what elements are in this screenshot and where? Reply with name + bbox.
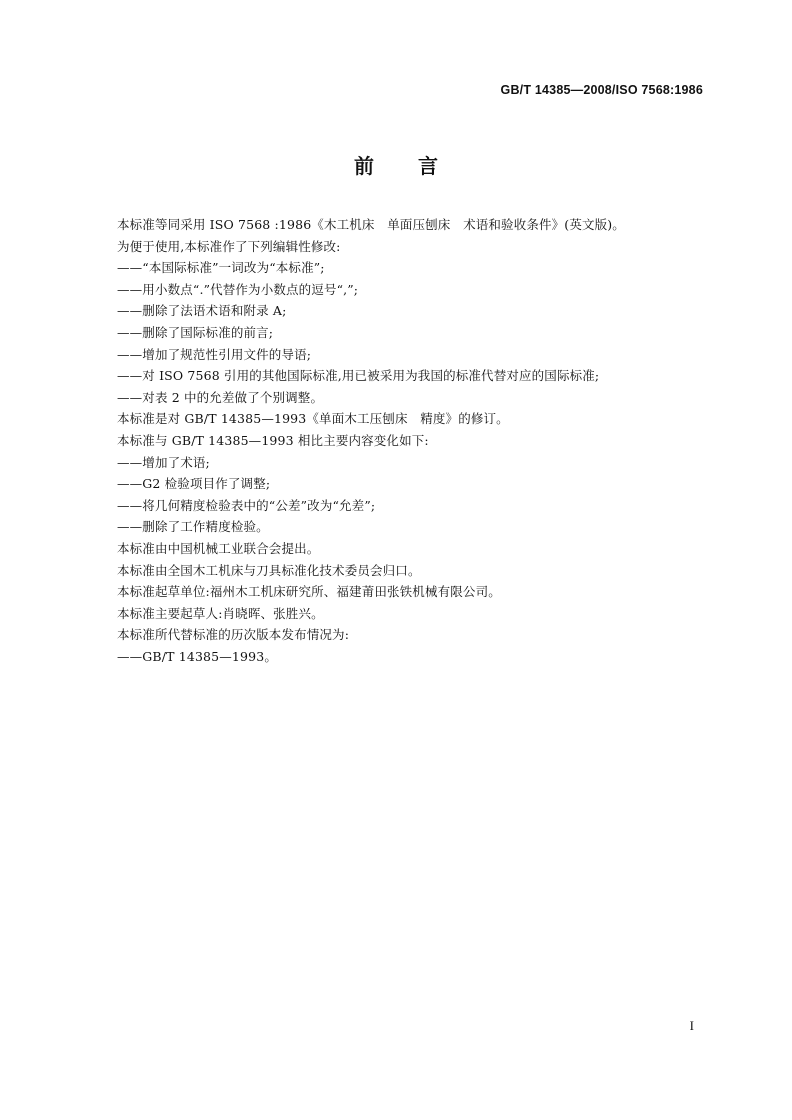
- preface-line: 本标准与 GB/T 14385—1993 相比主要内容变化如下:: [117, 432, 429, 448]
- page-number: I: [689, 1018, 694, 1033]
- preface-line: ——用小数点“.”代替作为小数点的逗号“,”;: [117, 281, 359, 297]
- preface-line: ——增加了规范性引用文件的导语;: [117, 346, 312, 362]
- preface-line: 本标准起草单位:福州木工机床研究所、福建莆田张铁机械有限公司。: [117, 584, 501, 600]
- preface-line: ——删除了工作精度检验。: [117, 519, 269, 535]
- preface-line: 本标准是对 GB/T 14385—1993《单面木工压刨床 精度》的修订。: [117, 411, 509, 427]
- preface-line: ——删除了国际标准的前言;: [117, 324, 274, 340]
- preface-line: 本标准由中国机械工业联合会提出。: [117, 540, 320, 556]
- preface-line: 为便于使用,本标准作了下列编辑性修改:: [117, 238, 341, 254]
- page-title-part1: 前: [354, 154, 374, 178]
- preface-line: ——将几何精度检验表中的“公差”改为“允差”;: [117, 497, 376, 513]
- preface-line: 本标准主要起草人:肖晓晖、张胜兴。: [117, 605, 324, 621]
- preface-line: ——删除了法语术语和附录 A;: [117, 303, 287, 319]
- preface-line: 本标准所代替标准的历次版本发布情况为:: [117, 627, 350, 643]
- preface-line: 本标准由全国木工机床与刀具标准化技术委员会归口。: [117, 562, 421, 578]
- preface-line: ——G2 检验项目作了调整;: [117, 476, 271, 492]
- preface-line: 本标准等同采用 ISO 7568 :1986《木工机床 单面压刨床 术语和验收条件》(英文版)。: [117, 217, 625, 232]
- preface-line: ——“本国际标准”一词改为“本标准”;: [117, 260, 325, 276]
- preface-line: ——对表 2 中的允差做了个别调整。: [117, 389, 324, 405]
- standard-number: GB/T 14385—2008/ISO 7568:1986: [500, 83, 703, 97]
- preface-body: [117, 214, 717, 667]
- preface-line: ——GB/T 14385—1993。: [117, 648, 277, 664]
- preface-line: ——增加了术语;: [117, 454, 210, 470]
- preface-line: ——对 ISO 7568 引用的其他国际标准,用已被采用为我国的标准代替对应的国际标准;: [117, 368, 600, 384]
- page-title-part2: 言: [418, 154, 438, 178]
- page-title: [0, 150, 792, 179]
